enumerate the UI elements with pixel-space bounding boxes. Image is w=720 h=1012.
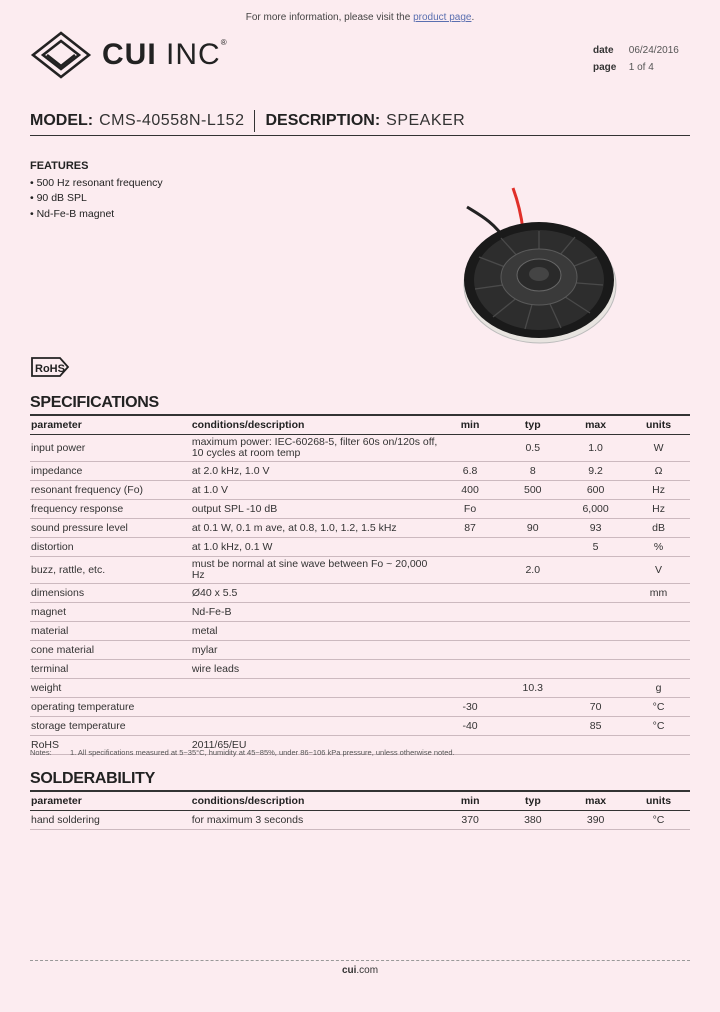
cell-min bbox=[439, 641, 502, 660]
cell-typ bbox=[501, 698, 564, 717]
model-divider bbox=[30, 135, 690, 136]
cell-typ bbox=[501, 538, 564, 557]
cell-parameter: operating temperature bbox=[30, 698, 191, 717]
cell-min: -30 bbox=[439, 698, 502, 717]
footer-site: cui.com bbox=[341, 965, 379, 976]
cell-parameter: magnet bbox=[30, 603, 191, 622]
table-row bbox=[30, 481, 690, 500]
cell-max: 85 bbox=[564, 717, 627, 736]
description-value: SPEAKER bbox=[386, 112, 466, 129]
info-note-suffix: . bbox=[471, 12, 475, 23]
table-row bbox=[30, 603, 690, 622]
cell-typ: 500 bbox=[501, 481, 564, 500]
col-typ: typ bbox=[502, 791, 565, 811]
logo-wordmark: CUI INC® bbox=[102, 38, 228, 71]
cell-typ: 2.0 bbox=[501, 557, 564, 584]
col-units: units bbox=[627, 791, 690, 811]
model-separator bbox=[254, 110, 255, 132]
info-note bbox=[0, 12, 720, 23]
cell-max: 9.2 bbox=[564, 462, 627, 481]
cell-typ: 8 bbox=[501, 462, 564, 481]
cell-min: -40 bbox=[439, 717, 502, 736]
cell-conditions bbox=[191, 698, 439, 717]
col-parameter: parameter bbox=[30, 791, 191, 811]
cell-min bbox=[439, 557, 502, 584]
cell-max: 390 bbox=[564, 811, 627, 830]
product-page-link[interactable]: product page bbox=[413, 12, 472, 23]
cell-typ bbox=[501, 717, 564, 736]
table-row bbox=[30, 584, 690, 603]
date-label: date bbox=[593, 45, 614, 56]
specifications-title: SPECIFICATIONS bbox=[30, 394, 159, 411]
cell-conditions: mylar bbox=[191, 641, 439, 660]
col-conditions: conditions/description bbox=[191, 415, 439, 435]
cell-max: 5 bbox=[564, 538, 627, 557]
cell-units: % bbox=[627, 538, 690, 557]
date-value: 06/24/2016 bbox=[628, 45, 679, 56]
table-row bbox=[30, 622, 690, 641]
table-row bbox=[30, 698, 690, 717]
cell-units bbox=[627, 603, 690, 622]
model-label: MODEL: bbox=[30, 112, 94, 129]
cell-min bbox=[439, 435, 502, 462]
table-row bbox=[30, 660, 690, 679]
notes-text: 1. All specifications measured at 5~35°C, humidity at 45~85%, under 86~106 kPa pressure, unless otherwise noted. bbox=[70, 748, 455, 757]
cell-parameter: hand soldering bbox=[30, 811, 191, 830]
features-block bbox=[30, 159, 163, 222]
cell-units: Ω bbox=[627, 462, 690, 481]
cell-max: 1.0 bbox=[564, 435, 627, 462]
cell-typ bbox=[501, 660, 564, 679]
cell-typ bbox=[501, 622, 564, 641]
cell-min: 400 bbox=[439, 481, 502, 500]
cell-parameter: sound pressure level bbox=[30, 519, 191, 538]
cell-conditions: at 1.0 kHz, 0.1 W bbox=[191, 538, 439, 557]
info-note-text: For more information, please visit the bbox=[245, 12, 411, 23]
notes bbox=[30, 748, 455, 757]
col-units: units bbox=[627, 415, 690, 435]
col-conditions: conditions/description bbox=[191, 791, 439, 811]
col-max: max bbox=[564, 791, 627, 811]
cell-units bbox=[627, 660, 690, 679]
cell-max bbox=[564, 557, 627, 584]
cell-max: 70 bbox=[564, 698, 627, 717]
cell-parameter: input power bbox=[30, 435, 191, 462]
cell-max: 600 bbox=[564, 481, 627, 500]
page-label: page bbox=[593, 62, 617, 73]
page-value: 1 of 4 bbox=[628, 62, 654, 73]
cell-max bbox=[564, 660, 627, 679]
cell-typ: 10.3 bbox=[501, 679, 564, 698]
cell-typ bbox=[501, 500, 564, 519]
cell-units bbox=[627, 641, 690, 660]
cell-typ bbox=[501, 736, 564, 755]
feature-item: • 500 Hz resonant frequency bbox=[30, 176, 163, 192]
cell-max bbox=[564, 622, 627, 641]
cell-typ: 0.5 bbox=[501, 435, 564, 462]
cell-parameter: distortion bbox=[30, 538, 191, 557]
cell-typ: 380 bbox=[502, 811, 565, 830]
cell-min: Fo bbox=[439, 500, 502, 519]
cell-min: 370 bbox=[439, 811, 502, 830]
cell-parameter: buzz, rattle, etc. bbox=[30, 557, 191, 584]
cell-max bbox=[564, 736, 627, 755]
cell-conditions: output SPL -10 dB bbox=[191, 500, 439, 519]
cell-max bbox=[564, 641, 627, 660]
cell-units: dB bbox=[627, 519, 690, 538]
cell-conditions: wire leads bbox=[191, 660, 439, 679]
feature-item: • 90 dB SPL bbox=[30, 191, 163, 207]
col-min: min bbox=[439, 415, 502, 435]
rohs-logo bbox=[30, 350, 70, 384]
cell-conditions: Ø40 x 5.5 bbox=[191, 584, 439, 603]
cell-parameter: weight bbox=[30, 679, 191, 698]
cell-units bbox=[627, 622, 690, 641]
notes-label: Notes: bbox=[30, 748, 52, 757]
table-header-row bbox=[30, 415, 690, 435]
cell-min bbox=[439, 538, 502, 557]
footer-divider bbox=[30, 960, 690, 961]
cell-typ bbox=[501, 584, 564, 603]
cell-parameter: resonant frequency (Fo) bbox=[30, 481, 191, 500]
feature-item: • Nd-Fe-B magnet bbox=[30, 207, 163, 223]
cell-max: 93 bbox=[564, 519, 627, 538]
table-row bbox=[30, 641, 690, 660]
cell-min: 6.8 bbox=[439, 462, 502, 481]
cell-min bbox=[439, 622, 502, 641]
table-row bbox=[30, 538, 690, 557]
solderability-table bbox=[30, 790, 690, 830]
cell-typ: 90 bbox=[501, 519, 564, 538]
cell-parameter: cone material bbox=[30, 641, 191, 660]
table-row bbox=[30, 500, 690, 519]
cell-parameter: frequency response bbox=[30, 500, 191, 519]
cui-logo bbox=[30, 30, 228, 80]
table-row bbox=[30, 462, 690, 481]
cell-parameter: terminal bbox=[30, 660, 191, 679]
cell-typ bbox=[501, 641, 564, 660]
col-min: min bbox=[439, 791, 502, 811]
cell-units: mm bbox=[627, 584, 690, 603]
cell-units: Hz bbox=[627, 500, 690, 519]
cell-conditions: maximum power: IEC-60268-5, filter 60s on/120s off, 10 cycles at room temp bbox=[191, 435, 439, 462]
model-value: CMS-40558N-L152 bbox=[99, 112, 245, 129]
specifications-table bbox=[30, 414, 690, 755]
cell-min bbox=[439, 679, 502, 698]
doc-meta bbox=[593, 42, 679, 76]
cell-units: Hz bbox=[627, 481, 690, 500]
solderability-title: SOLDERABILITY bbox=[30, 770, 155, 787]
cell-conditions bbox=[191, 679, 439, 698]
cell-conditions: 2011/65/EU bbox=[191, 736, 439, 755]
table-row bbox=[30, 717, 690, 736]
cell-conditions: at 2.0 kHz, 1.0 V bbox=[191, 462, 439, 481]
cell-units bbox=[627, 736, 690, 755]
col-typ: typ bbox=[501, 415, 564, 435]
cell-parameter: dimensions bbox=[30, 584, 191, 603]
speaker-product-image bbox=[455, 185, 625, 350]
cell-min bbox=[439, 584, 502, 603]
cell-units: °C bbox=[627, 811, 690, 830]
features-list bbox=[30, 176, 163, 223]
cell-conditions: at 0.1 W, 0.1 m ave, at 0.8, 1.0, 1.2, 1.5 kHz bbox=[191, 519, 439, 538]
table-header-row bbox=[30, 791, 690, 811]
model-line bbox=[30, 110, 690, 132]
cell-typ bbox=[501, 603, 564, 622]
cell-parameter: storage temperature bbox=[30, 717, 191, 736]
table-row bbox=[30, 679, 690, 698]
cui-logo-icon bbox=[30, 30, 92, 80]
table-row bbox=[30, 811, 690, 830]
cell-units: W bbox=[627, 435, 690, 462]
col-parameter: parameter bbox=[30, 415, 191, 435]
cell-max: 6,000 bbox=[564, 500, 627, 519]
svg-text:RoHS: RoHS bbox=[35, 363, 65, 375]
cell-conditions: metal bbox=[191, 622, 439, 641]
cell-conditions: for maximum 3 seconds bbox=[191, 811, 439, 830]
cell-conditions: at 1.0 V bbox=[191, 481, 439, 500]
cell-parameter: impedance bbox=[30, 462, 191, 481]
cell-parameter: material bbox=[30, 622, 191, 641]
table-row bbox=[30, 557, 690, 584]
table-row bbox=[30, 519, 690, 538]
cell-min bbox=[439, 603, 502, 622]
table-row bbox=[30, 435, 690, 462]
cell-units: °C bbox=[627, 717, 690, 736]
cell-parameter: RoHS bbox=[30, 736, 191, 755]
cell-max bbox=[564, 584, 627, 603]
cell-min: 87 bbox=[439, 519, 502, 538]
cell-units: °C bbox=[627, 698, 690, 717]
cell-units: V bbox=[627, 557, 690, 584]
cell-min bbox=[439, 660, 502, 679]
cell-conditions: Nd-Fe-B bbox=[191, 603, 439, 622]
features-title: FEATURES bbox=[30, 160, 89, 172]
col-max: max bbox=[564, 415, 627, 435]
cell-max bbox=[564, 679, 627, 698]
cell-conditions bbox=[191, 717, 439, 736]
cell-conditions: must be normal at sine wave between Fo ~ 20,000 Hz bbox=[191, 557, 439, 584]
cell-units: g bbox=[627, 679, 690, 698]
description-label: DESCRIPTION: bbox=[265, 112, 381, 129]
cell-max bbox=[564, 603, 627, 622]
